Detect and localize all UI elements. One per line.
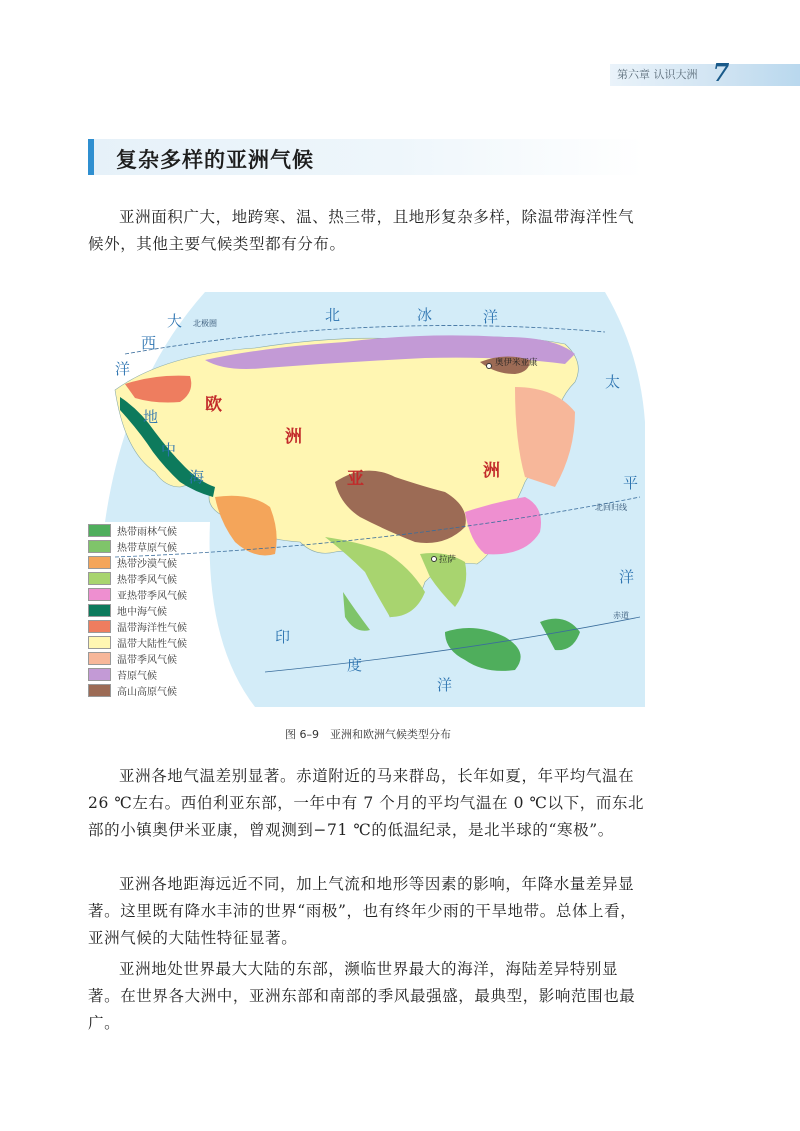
legend-label: 高山高原气候 (117, 686, 177, 698)
legend-label: 热带季风气候 (117, 574, 177, 586)
pacific-label-3: 洋 (619, 568, 635, 586)
tropic-cancer-label: 北回归线 (595, 503, 627, 512)
legend-label: 温带海洋性气候 (117, 622, 187, 634)
legend-item (88, 634, 218, 650)
legend-item (88, 602, 218, 618)
indian-label-2: 度 (347, 656, 363, 674)
legend-item (88, 586, 218, 602)
paragraph-monsoon: 亚洲地处世界最大大陆的东部，濒临世界最大的海洋，海陆差异特别显著。在世界各大洲中，亚洲东部和南部的季风最强盛，最典型，影响范围也最广。 (88, 960, 636, 1032)
legend-item (88, 666, 218, 682)
paragraph-precipitation: 亚洲各地距海远近不同，加上气流和地形等因素的影响，年降水量差异显著。这里既有降水丰沛的世界“雨极”，也有终年少雨的干旱地带。总体上看，亚洲气候的大陆性特征显著。 (88, 875, 637, 947)
legend-item (88, 682, 218, 698)
europe-label-2: 洲 (285, 427, 302, 447)
legend-label: 热带沙漠气候 (117, 558, 177, 570)
mediterranean-label-1: 地 (143, 408, 159, 426)
mediterranean-label-2: 中 (161, 441, 177, 459)
legend-label: 热带草原气候 (117, 542, 177, 554)
legend-swatch (88, 684, 111, 697)
paragraph-temperature: 亚洲各地气温差别显著。赤道附近的马来群岛，长年如夏，年平均气温在 26 ℃左右。西伯利亚东部，一年中有 7 个月的平均气温在 0 ℃以下，而东北部的小镇奥伊米亚康，曾观测到−71 ℃的低温纪录，是北半球的“寒极”。 (88, 767, 645, 839)
legend-swatch (88, 604, 111, 617)
pacific-label-2: 平 (623, 474, 639, 492)
section-heading (88, 139, 644, 175)
arctic-circle-label: 北极圈 (193, 319, 217, 328)
legend-item (88, 522, 218, 538)
oymyakon-label: 奥伊米亚康 (495, 358, 538, 368)
asia-label-1: 亚 (347, 469, 364, 489)
map-legend (88, 522, 218, 698)
legend-item (88, 554, 218, 570)
arctic-ocean-label-2: 冰 (417, 306, 433, 324)
legend-label: 亚热带季风气候 (117, 590, 187, 602)
arctic-ocean-label-1: 北 (325, 306, 341, 324)
paragraph-intro: 亚洲面积广大，地跨寒、温、热三带，且地形复杂多样，除温带海洋性气候外，其他主要气候类型都有分布。 (88, 208, 635, 253)
equator-label: 赤道 (613, 611, 629, 620)
figure-caption: 图 6–9 亚洲和欧洲气候类型分布 (285, 728, 451, 741)
legend-swatch (88, 572, 111, 585)
legend-label: 地中海气候 (117, 606, 167, 618)
mediterranean-label-3: 海 (189, 468, 205, 486)
page-number: 7 (712, 58, 730, 87)
legend-swatch (88, 668, 111, 681)
legend-swatch (88, 588, 111, 601)
legend-label: 温带季风气候 (117, 654, 177, 666)
legend-swatch (88, 652, 111, 665)
pacific-label-1: 太 (605, 373, 621, 391)
lhasa-label: 拉萨 (439, 555, 457, 565)
legend-item (88, 570, 218, 586)
indian-label-3: 洋 (437, 676, 453, 694)
legend-label: 温带大陆性气候 (117, 638, 187, 650)
legend-label: 热带雨林气候 (117, 526, 177, 538)
atlantic-label-3: 洋 (115, 360, 131, 378)
legend-item (88, 618, 218, 634)
oymyakon-marker (487, 364, 492, 369)
europe-label-1: 欧 (205, 395, 222, 415)
atlantic-label-1: 大 (167, 312, 183, 330)
legend-swatch (88, 620, 111, 633)
legend-swatch (88, 524, 111, 537)
chapter-label: 第六章 认识大洲 (617, 68, 698, 81)
section-accent-bar (88, 139, 94, 175)
legend-item (88, 650, 218, 666)
indian-label-1: 印 (275, 628, 291, 646)
atlantic-label-2: 西 (141, 334, 157, 352)
legend-swatch (88, 636, 111, 649)
legend-item (88, 538, 218, 554)
asia-label-2: 洲 (483, 461, 500, 481)
lhasa-marker (432, 557, 437, 562)
legend-swatch (88, 540, 111, 553)
section-title: 复杂多样的亚洲气候 (116, 148, 314, 172)
arctic-ocean-label-3: 洋 (483, 308, 499, 326)
legend-label: 苔原气候 (117, 670, 157, 682)
legend-swatch (88, 556, 111, 569)
